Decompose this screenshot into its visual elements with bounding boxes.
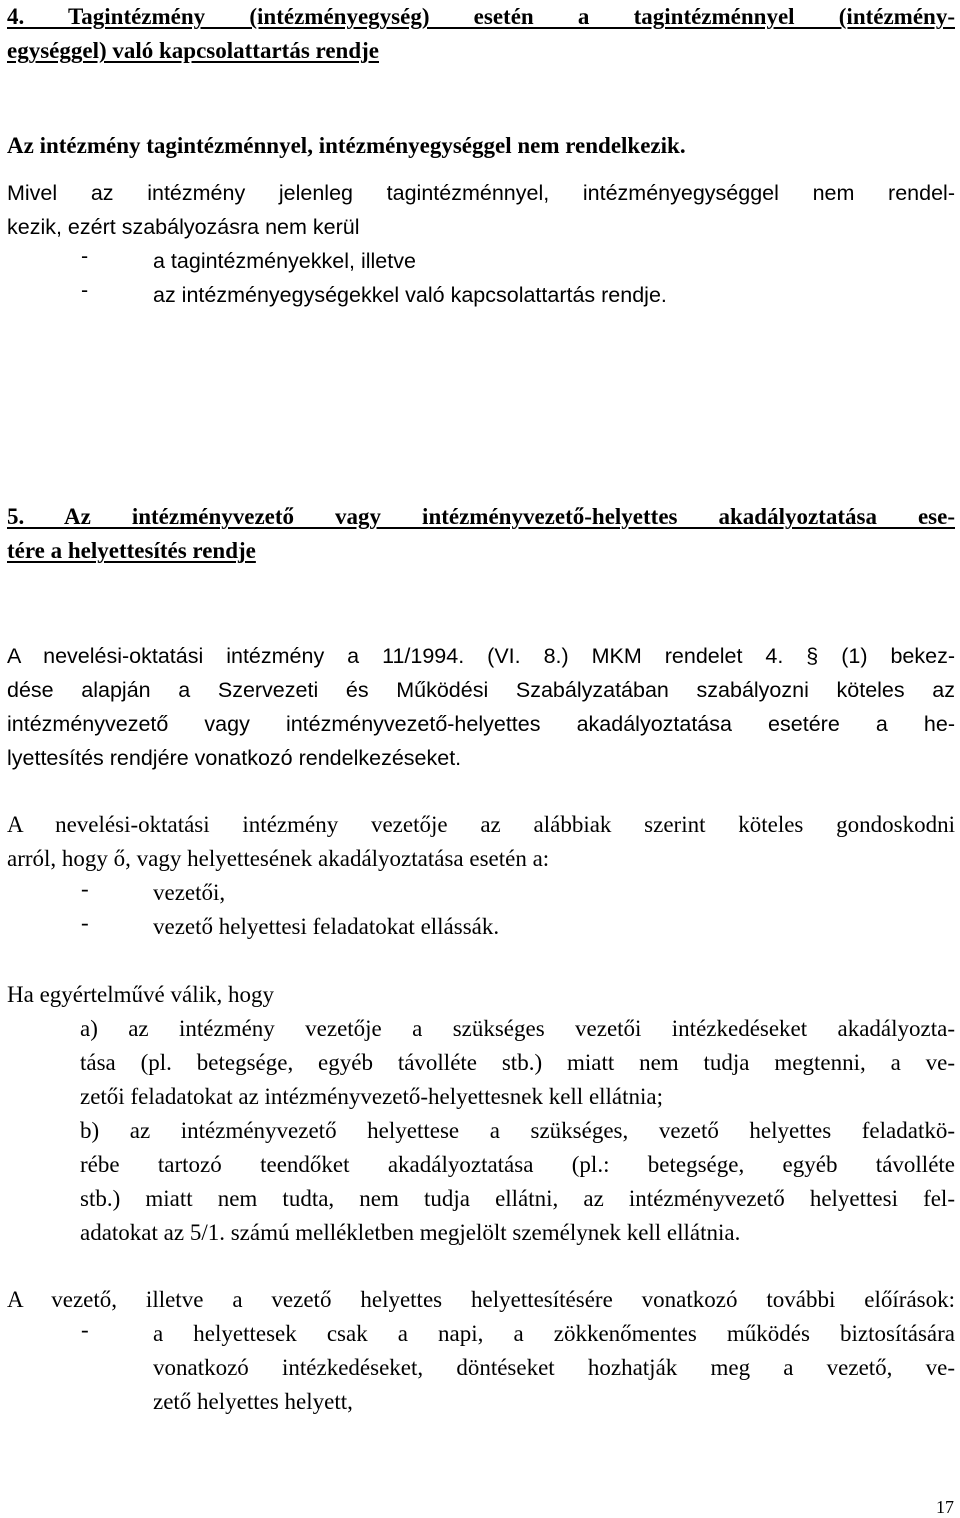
heading-line: egységgel) való kapcsolattartás rendje xyxy=(7,38,379,63)
list-item-line: stb.) miatt nem tudta, nem tudja ellátni, az intézményvezető helyettesi fel- xyxy=(80,1186,955,1211)
section-5-paragraph-4 xyxy=(7,1283,955,1419)
dash-marker: - xyxy=(81,910,89,935)
list-item xyxy=(7,244,955,278)
list-item-line: tása (pl. betegsége, egyéb távolléte stb.) miatt nem tudja megtenni, a ve- xyxy=(80,1050,955,1075)
paragraph-line: Mivel az intézmény jelenleg tagintézménnyel, intézményegységgel nem rendel- xyxy=(7,181,955,205)
list-item-text: a tagintézményekkel, illetve xyxy=(153,249,416,273)
list-item-text: vezető helyettesi feladatokat ellássák. xyxy=(153,914,500,939)
paragraph-line: arról, hogy ő, vagy helyettesének akadályoztatása esetén a: xyxy=(7,846,550,871)
dash-marker: - xyxy=(81,876,89,901)
list-item-line: rébe tartozó teendőket akadályoztatása (pl.: betegsége, egyéb távolléte xyxy=(80,1152,955,1177)
heading-line: 5. Az intézményvezető vagy intézményvezető-helyettes akadályoztatása ese- xyxy=(7,504,955,529)
section-4-heading xyxy=(7,0,955,68)
list-item-line: a) az intézmény vezetője a szükséges vezetői intézkedéseket akadályozta- xyxy=(80,1016,955,1041)
dash-marker: - xyxy=(81,244,89,268)
section-5-paragraph-3 xyxy=(7,978,955,1250)
list-item xyxy=(7,278,955,312)
paragraph-line: kezik, ezért szabályozásra nem kerül xyxy=(7,215,360,239)
heading-line: tére a helyettesítés rendje xyxy=(7,538,256,563)
section-4-statement xyxy=(7,129,955,163)
list-item-line: a helyettesek csak a napi, a zökkenőmentes működés biztosítására xyxy=(153,1321,955,1346)
list-item-b xyxy=(7,1114,955,1250)
paragraph-line: A nevelési-oktatási intézmény a 11/1994. (VI. 8.) MKM rendelet 4. § (1) bekez- xyxy=(7,644,955,668)
list-item xyxy=(7,1317,955,1419)
dash-marker: - xyxy=(81,278,89,302)
list-item-line: zetői feladatokat az intézményvezető-helyettesnek kell ellátnia; xyxy=(80,1084,664,1109)
list-item-line: adatokat az 5/1. számú mellékletben megjelölt személynek kell ellátnia. xyxy=(80,1220,741,1245)
list-item-line: vonatkozó intézkedéseket, döntéseket hozhatják meg a vezető, ve- xyxy=(153,1355,955,1380)
paragraph-line: A vezető, illetve a vezető helyettes helyettesítésére vonatkozó további előírások: xyxy=(7,1287,955,1312)
list-item-line: b) az intézményvezető helyettese a szükséges, vezető helyettes feladatkö- xyxy=(80,1118,955,1143)
dash-marker: - xyxy=(81,1317,89,1342)
list-item-text: vezetői, xyxy=(153,880,226,905)
section-4-paragraph xyxy=(7,176,955,312)
heading-line: 4. Tagintézmény (intézményegység) esetén a tagintézménnyel (intézmény- xyxy=(7,4,955,29)
paragraph-line: intézményvezető vagy intézményvezető-helyettes akadályoztatása esetére a he- xyxy=(7,712,955,736)
paragraph-line: A nevelési-oktatási intézmény vezetője az alábbiak szerint köteles gondoskodni xyxy=(7,812,955,837)
paragraph-line: Ha egyértelművé válik, hogy xyxy=(7,982,274,1007)
paragraph-line: dése alapján a Szervezeti és Működési Szabályzatában szabályozni köteles az xyxy=(7,678,955,702)
list-item xyxy=(7,876,955,910)
section-5-paragraph-1 xyxy=(7,639,955,775)
list-item-line: zető helyettes helyett, xyxy=(153,1389,353,1414)
list-item xyxy=(7,910,955,944)
statement-text: Az intézmény tagintézménnyel, intézményegységgel nem rendelkezik. xyxy=(7,133,686,158)
page-number: 17 xyxy=(936,1497,954,1517)
paragraph-line: lyettesítés rendjére vonatkozó rendelkezéseket. xyxy=(7,746,462,770)
list-item-a xyxy=(7,1012,955,1114)
section-5-heading xyxy=(7,500,955,568)
list-item-text: az intézményegységekkel való kapcsolattartás rendje. xyxy=(153,283,667,307)
section-5-paragraph-2 xyxy=(7,808,955,944)
